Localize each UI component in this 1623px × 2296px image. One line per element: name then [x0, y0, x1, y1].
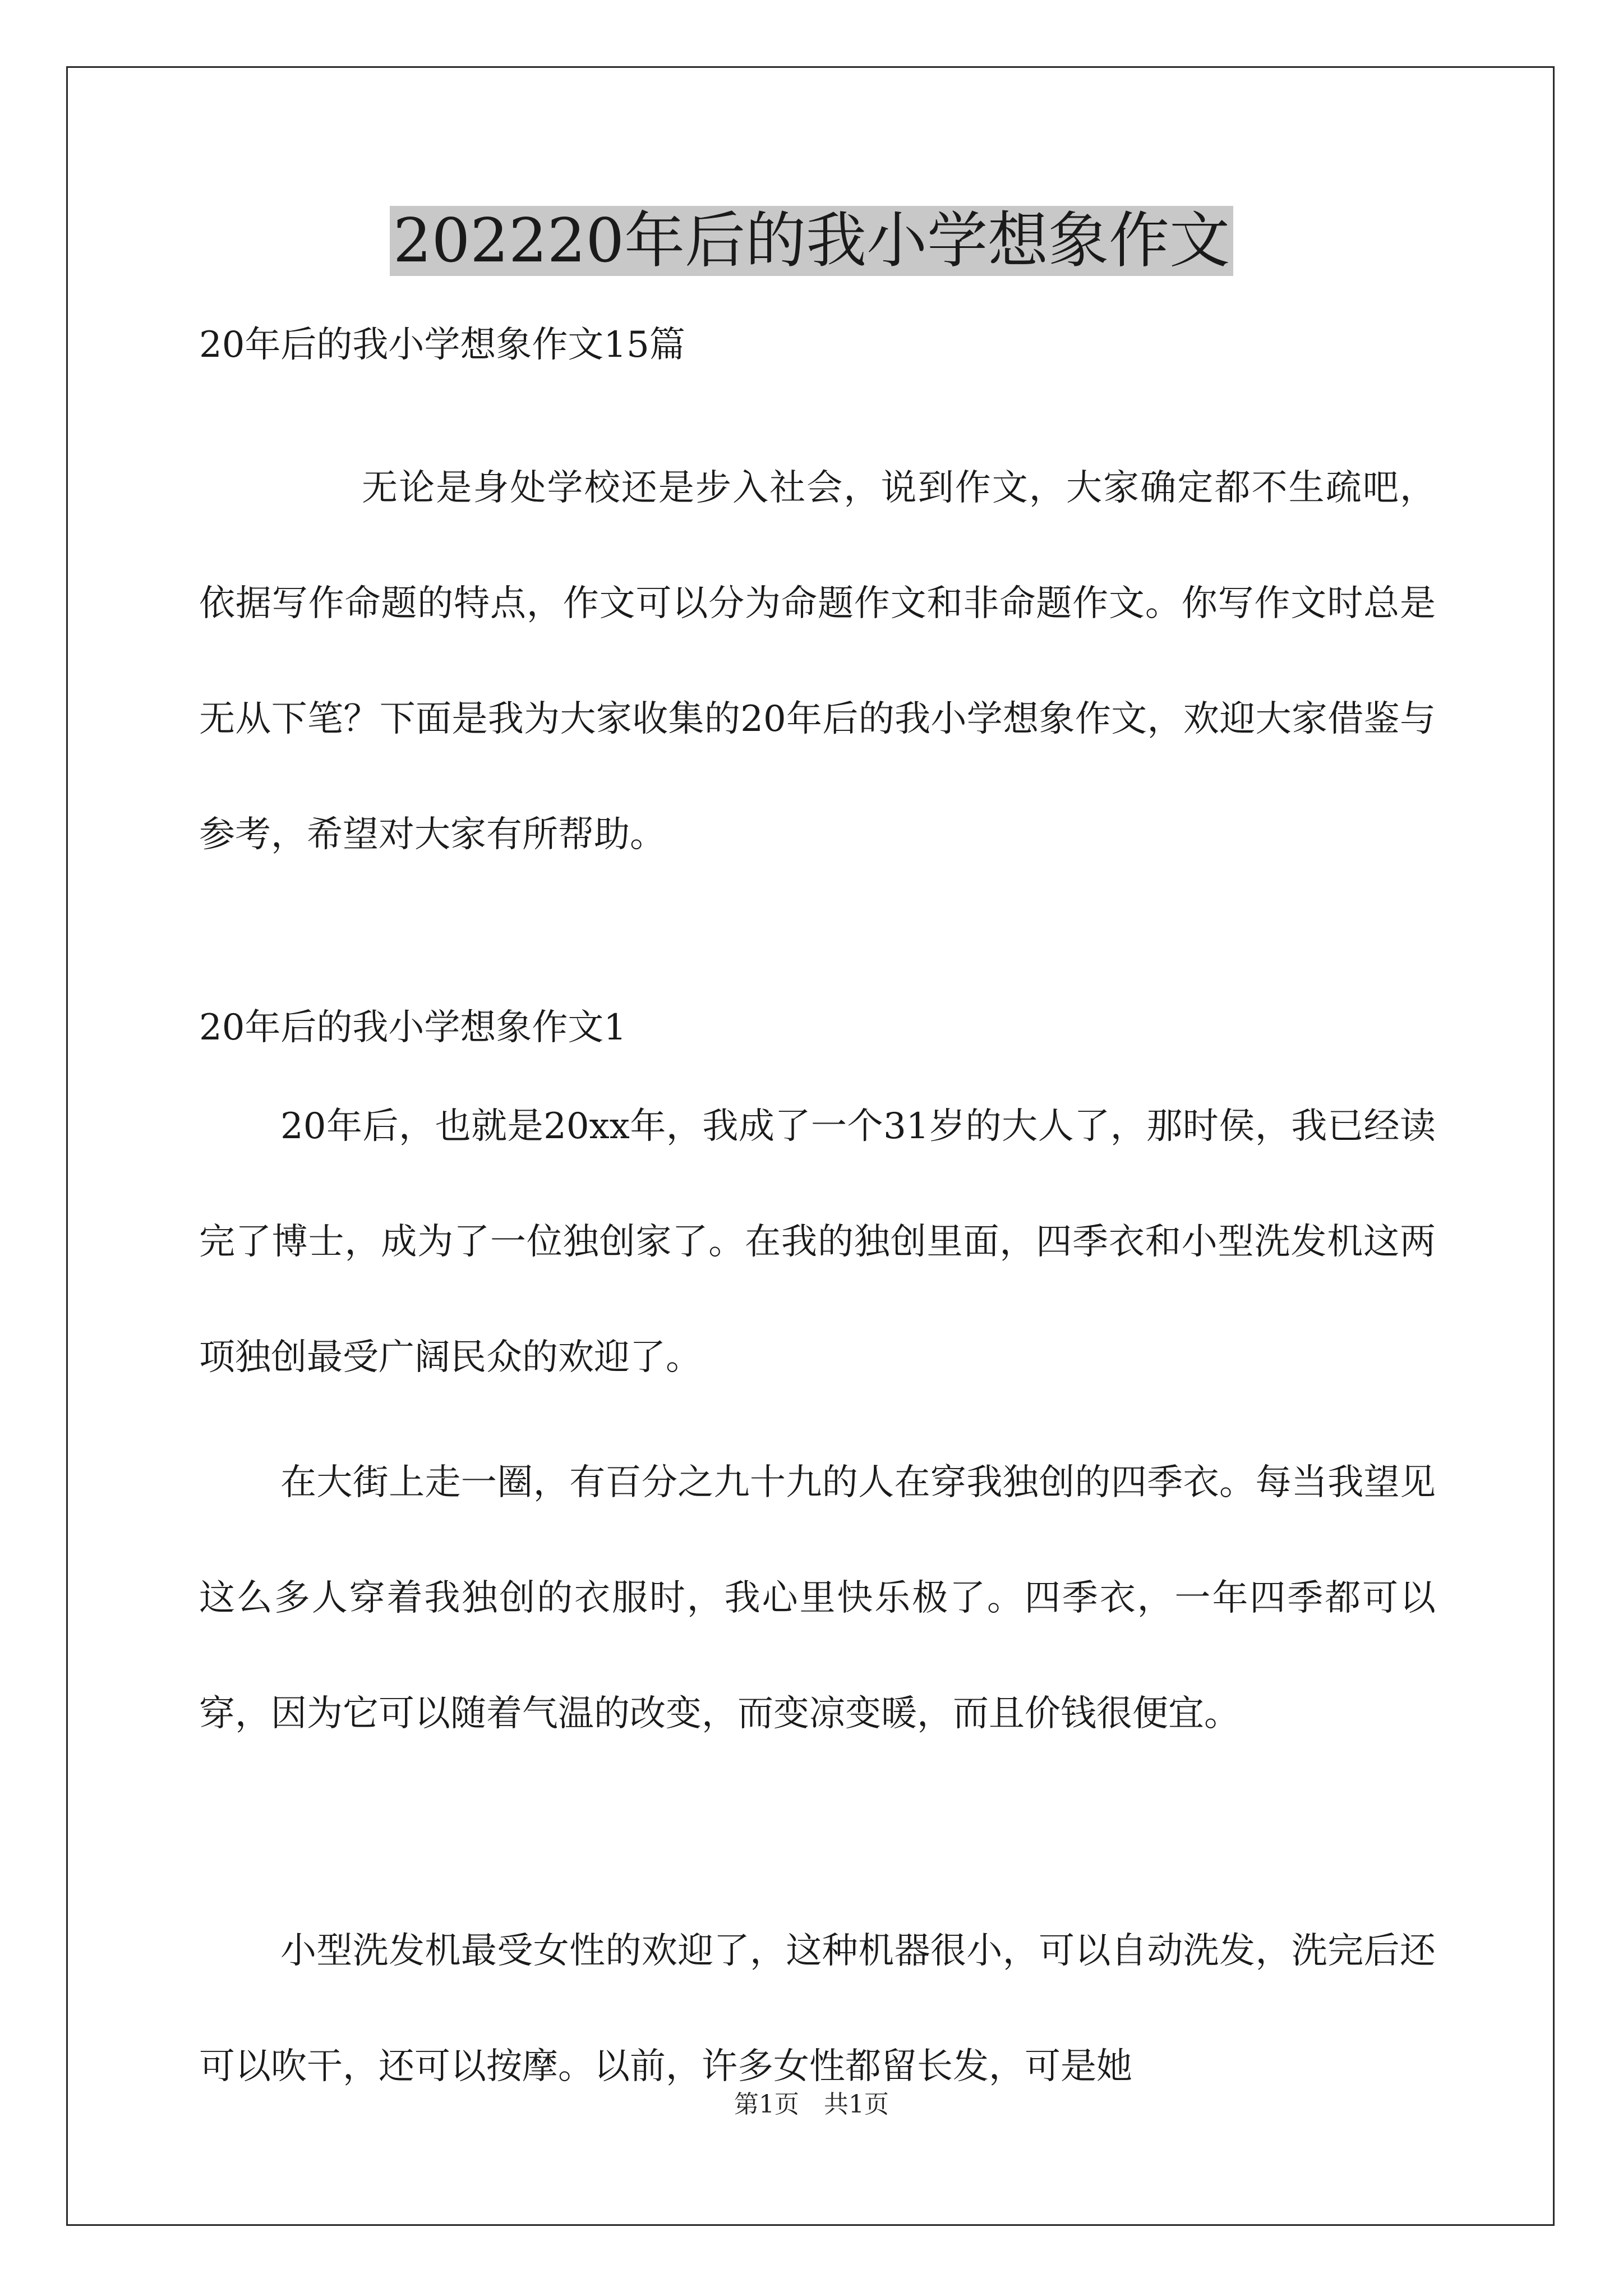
page-footer: [0, 2088, 1623, 2122]
document-title-text: 202220年后的我小学想象作文: [390, 206, 1233, 276]
document-title: [0, 199, 1623, 283]
body-paragraph-2: 在大街上走一圈，有百分之九十九的人在穿我独创的四季衣。每当我望见这么多人穿着我独创的衣服时，我心里快乐极了。四季衣，一年四季都可以穿，因为它可以随着气温的改变，而变凉变暖，而且价钱很便宜。: [199, 1462, 1436, 1734]
body-paragraph-3: 小型洗发机最受女性的欢迎了，这种机器很小，可以自动洗发，洗完后还可以吹干，还可以按摩。以前，许多女性都留长发，可是她: [199, 1930, 1436, 2087]
section-heading: 20年后的我小学想象作文1: [199, 1007, 627, 1048]
body-paragraph-1: 20年后，也就是20xx年，我成了一个31岁的大人了，那时侯，我已经读完了博士，成为了一位独创家了。在我的独创里面，四季衣和小型洗发机这两项独创最受广阔民众的欢迎了。: [199, 1106, 1436, 1378]
intro-paragraph: 无论是身处学校还是步入社会，说到作文，大家确定都不生疏吧，依据写作命题的特点，作文可以分为命题作文和非命题作文。你写作文时总是无从下笔？下面是我为大家收集的20年后的我小学想象作文，欢迎大家借鉴与参考，希望对大家有所帮助。: [199, 467, 1436, 855]
page-number: 第1页 共1页: [734, 2090, 889, 2119]
document-subtitle: 20年后的我小学想象作文15篇: [199, 324, 685, 366]
